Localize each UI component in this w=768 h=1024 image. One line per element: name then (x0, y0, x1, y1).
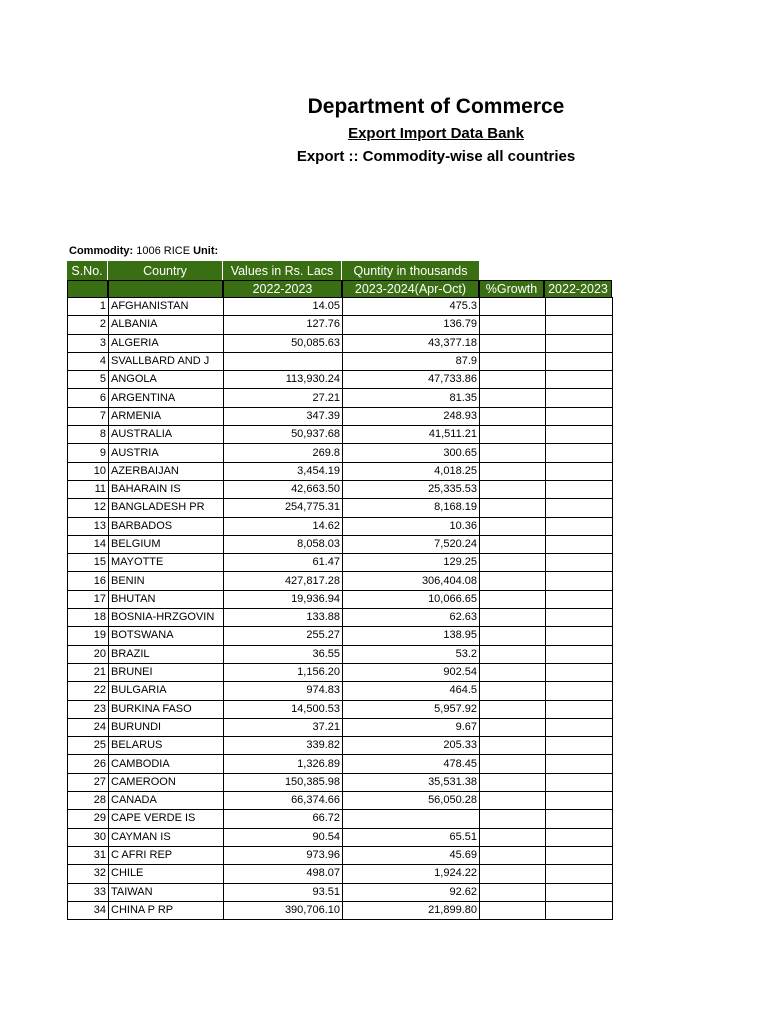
row-sno: 22 (68, 682, 109, 700)
row-quantity: 300.65 (343, 444, 480, 462)
table-row (68, 609, 613, 627)
row-year3 (546, 371, 613, 389)
row-sno: 17 (68, 590, 109, 608)
row-country: BRAZIL (109, 645, 224, 663)
row-quantity: 1,924.22 (343, 865, 480, 883)
row-year3 (546, 755, 613, 773)
row-sno: 29 (68, 810, 109, 828)
row-sno: 31 (68, 846, 109, 864)
header-quantity: Quntity in thousands (342, 261, 479, 280)
row-value-rs-lacs: 8,058.03 (224, 535, 343, 553)
row-quantity: 306,404.08 (343, 572, 480, 590)
row-sno: 19 (68, 627, 109, 645)
row-year3 (546, 316, 613, 334)
row-growth (480, 352, 546, 370)
row-value-rs-lacs: 42,663.50 (224, 480, 343, 498)
row-value-rs-lacs: 14.62 (224, 517, 343, 535)
table-row (68, 572, 613, 590)
header-blank-sno (67, 280, 108, 298)
table-row (68, 334, 613, 352)
row-value-rs-lacs: 14,500.53 (224, 700, 343, 718)
row-quantity: 21,899.80 (343, 901, 480, 919)
row-year3 (546, 901, 613, 919)
row-quantity: 35,531.38 (343, 773, 480, 791)
row-sno: 30 (68, 828, 109, 846)
commodity-label: Commodity: (69, 245, 134, 257)
table-row (68, 718, 613, 736)
row-sno: 11 (68, 480, 109, 498)
row-sno: 2 (68, 316, 109, 334)
row-value-rs-lacs: 390,706.10 (224, 901, 343, 919)
row-growth (480, 389, 546, 407)
row-quantity: 902.54 (343, 663, 480, 681)
row-growth (480, 480, 546, 498)
row-country: CAPE VERDE IS (109, 810, 224, 828)
row-quantity: 87.9 (343, 352, 480, 370)
row-growth (480, 755, 546, 773)
row-sno: 27 (68, 773, 109, 791)
page-subtitle: Export Import Data Bank (348, 125, 524, 142)
row-value-rs-lacs: 127.76 (224, 316, 343, 334)
row-country: AZERBAIJAN (109, 462, 224, 480)
row-country: ANGOLA (109, 371, 224, 389)
header-year2: 2023-2024(Apr-Oct) (342, 280, 479, 298)
table-row (68, 389, 613, 407)
row-value-rs-lacs: 50,937.68 (224, 426, 343, 444)
row-sno: 16 (68, 572, 109, 590)
row-country: CAYMAN IS (109, 828, 224, 846)
row-country: BENIN (109, 572, 224, 590)
row-value-rs-lacs: 339.82 (224, 737, 343, 755)
row-growth (480, 645, 546, 663)
row-country: BURUNDI (109, 718, 224, 736)
row-sno: 7 (68, 407, 109, 425)
row-country: BURKINA FASO (109, 700, 224, 718)
row-growth (480, 517, 546, 535)
table-row (68, 352, 613, 370)
row-quantity: 25,335.53 (343, 480, 480, 498)
row-sno: 15 (68, 554, 109, 572)
row-value-rs-lacs: 254,775.31 (224, 499, 343, 517)
row-quantity: 205.33 (343, 737, 480, 755)
header-blank-country (108, 280, 223, 298)
row-year3 (546, 700, 613, 718)
row-sno: 24 (68, 718, 109, 736)
table-row (68, 700, 613, 718)
row-value-rs-lacs: 50,085.63 (224, 334, 343, 352)
row-sno: 18 (68, 609, 109, 627)
table-row (68, 316, 613, 334)
row-country: ALGERIA (109, 334, 224, 352)
row-quantity: 43,377.18 (343, 334, 480, 352)
row-country: ALBANIA (109, 316, 224, 334)
row-year3 (546, 810, 613, 828)
row-growth (480, 865, 546, 883)
row-value-rs-lacs: 1,326.89 (224, 755, 343, 773)
table-row (68, 590, 613, 608)
row-growth (480, 426, 546, 444)
unit-label: Unit: (193, 245, 219, 257)
row-value-rs-lacs: 66.72 (224, 810, 343, 828)
row-sno: 26 (68, 755, 109, 773)
row-growth (480, 627, 546, 645)
row-country: C AFRI REP (109, 846, 224, 864)
row-growth (480, 682, 546, 700)
row-quantity: 248.93 (343, 407, 480, 425)
table-row (68, 426, 613, 444)
table-row (68, 462, 613, 480)
row-year3 (546, 663, 613, 681)
row-quantity: 9.67 (343, 718, 480, 736)
row-growth (480, 407, 546, 425)
row-sno: 3 (68, 334, 109, 352)
table-row (68, 883, 613, 901)
row-quantity: 47,733.86 (343, 371, 480, 389)
row-growth (480, 554, 546, 572)
row-quantity: 129.25 (343, 554, 480, 572)
row-country: BARBADOS (109, 517, 224, 535)
row-sno: 33 (68, 883, 109, 901)
row-value-rs-lacs: 973.96 (224, 846, 343, 864)
row-quantity: 8,168.19 (343, 499, 480, 517)
row-growth (480, 444, 546, 462)
row-country: BHUTAN (109, 590, 224, 608)
row-value-rs-lacs: 3,454.19 (224, 462, 343, 480)
row-growth (480, 700, 546, 718)
row-quantity: 4,018.25 (343, 462, 480, 480)
row-year3 (546, 499, 613, 517)
page-description: Export :: Commodity-wise all countries (296, 148, 576, 165)
row-value-rs-lacs: 93.51 (224, 883, 343, 901)
row-country: AFGHANISTAN (109, 298, 224, 316)
row-year3 (546, 298, 613, 316)
row-year3 (546, 426, 613, 444)
row-value-rs-lacs: 113,930.24 (224, 371, 343, 389)
table-row (68, 407, 613, 425)
row-sno: 14 (68, 535, 109, 553)
row-year3 (546, 792, 613, 810)
row-country: BANGLADESH PR (109, 499, 224, 517)
table-row (68, 517, 613, 535)
row-quantity: 478.45 (343, 755, 480, 773)
row-growth (480, 737, 546, 755)
row-year3 (546, 572, 613, 590)
row-sno: 20 (68, 645, 109, 663)
row-sno: 28 (68, 792, 109, 810)
row-value-rs-lacs (224, 352, 343, 370)
header-country: Country (108, 261, 223, 280)
row-year3 (546, 517, 613, 535)
row-value-rs-lacs: 37.21 (224, 718, 343, 736)
row-sno: 1 (68, 298, 109, 316)
row-year3 (546, 737, 613, 755)
table-row (68, 663, 613, 681)
row-country: BRUNEI (109, 663, 224, 681)
row-quantity: 138.95 (343, 627, 480, 645)
row-sno: 21 (68, 663, 109, 681)
row-quantity: 7,520.24 (343, 535, 480, 553)
row-quantity: 92.62 (343, 883, 480, 901)
row-value-rs-lacs: 14.05 (224, 298, 343, 316)
row-quantity: 10,066.65 (343, 590, 480, 608)
row-value-rs-lacs: 66,374.66 (224, 792, 343, 810)
table-row (68, 865, 613, 883)
row-country: BELGIUM (109, 535, 224, 553)
row-year3 (546, 554, 613, 572)
row-growth (480, 572, 546, 590)
row-sno: 23 (68, 700, 109, 718)
row-growth (480, 316, 546, 334)
row-country: BOTSWANA (109, 627, 224, 645)
row-value-rs-lacs: 498.07 (224, 865, 343, 883)
row-quantity: 62.63 (343, 609, 480, 627)
row-value-rs-lacs: 36.55 (224, 645, 343, 663)
row-growth (480, 718, 546, 736)
row-value-rs-lacs: 19,936.94 (224, 590, 343, 608)
row-year3 (546, 682, 613, 700)
table-row (68, 773, 613, 791)
header-values: Values in Rs. Lacs (223, 261, 342, 280)
row-value-rs-lacs: 347.39 (224, 407, 343, 425)
row-sno: 25 (68, 737, 109, 755)
row-country: CHILE (109, 865, 224, 883)
row-quantity: 41,511.21 (343, 426, 480, 444)
row-year3 (546, 480, 613, 498)
row-country: CHINA P RP (109, 901, 224, 919)
row-value-rs-lacs: 269.8 (224, 444, 343, 462)
row-value-rs-lacs: 61.47 (224, 554, 343, 572)
row-year3 (546, 352, 613, 370)
row-sno: 5 (68, 371, 109, 389)
table-row (68, 846, 613, 864)
row-growth (480, 590, 546, 608)
row-growth (480, 773, 546, 791)
row-growth (480, 883, 546, 901)
row-sno: 32 (68, 865, 109, 883)
row-country: TAIWAN (109, 883, 224, 901)
row-growth (480, 846, 546, 864)
export-data-table (67, 297, 613, 920)
commodity-line (69, 245, 218, 257)
row-sno: 13 (68, 517, 109, 535)
header-year3: 2022-2023 (544, 280, 612, 298)
table-row (68, 371, 613, 389)
row-quantity: 65.51 (343, 828, 480, 846)
row-year3 (546, 462, 613, 480)
row-country: ARMENIA (109, 407, 224, 425)
row-country: AUSTRALIA (109, 426, 224, 444)
row-year3 (546, 773, 613, 791)
row-year3 (546, 590, 613, 608)
row-quantity: 475.3 (343, 298, 480, 316)
row-growth (480, 535, 546, 553)
row-country: ARGENTINA (109, 389, 224, 407)
table-row (68, 901, 613, 919)
row-growth (480, 298, 546, 316)
row-value-rs-lacs: 1,156.20 (224, 663, 343, 681)
table-row (68, 810, 613, 828)
row-country: BELARUS (109, 737, 224, 755)
row-year3 (546, 535, 613, 553)
row-value-rs-lacs: 255.27 (224, 627, 343, 645)
table-row (68, 828, 613, 846)
table-row (68, 645, 613, 663)
row-growth (480, 499, 546, 517)
header-growth: %Growth (479, 280, 544, 298)
row-country: SVALLBARD AND J (109, 352, 224, 370)
table-row (68, 737, 613, 755)
row-sno: 4 (68, 352, 109, 370)
row-year3 (546, 718, 613, 736)
header-sno: S.No. (67, 261, 108, 280)
row-growth (480, 609, 546, 627)
row-growth (480, 828, 546, 846)
table-row (68, 755, 613, 773)
table-row (68, 298, 613, 316)
table-row (68, 792, 613, 810)
row-country: CAMEROON (109, 773, 224, 791)
row-growth (480, 371, 546, 389)
page-title: Department of Commerce (307, 95, 565, 118)
table-row (68, 627, 613, 645)
table-row (68, 682, 613, 700)
row-value-rs-lacs: 974.83 (224, 682, 343, 700)
row-year3 (546, 846, 613, 864)
table-row (68, 554, 613, 572)
row-sno: 6 (68, 389, 109, 407)
row-growth (480, 663, 546, 681)
row-quantity: 136.79 (343, 316, 480, 334)
row-year3 (546, 444, 613, 462)
row-country: MAYOTTE (109, 554, 224, 572)
table-row (68, 499, 613, 517)
row-quantity: 464.5 (343, 682, 480, 700)
row-year3 (546, 865, 613, 883)
row-year3 (546, 627, 613, 645)
row-growth (480, 462, 546, 480)
row-year3 (546, 334, 613, 352)
row-quantity: 53.2 (343, 645, 480, 663)
row-growth (480, 901, 546, 919)
row-value-rs-lacs: 427,817.28 (224, 572, 343, 590)
row-growth (480, 334, 546, 352)
row-quantity: 5,957.92 (343, 700, 480, 718)
row-quantity (343, 810, 480, 828)
row-sno: 8 (68, 426, 109, 444)
row-country: BOSNIA-HRZGOVIN (109, 609, 224, 627)
row-value-rs-lacs: 27.21 (224, 389, 343, 407)
row-sno: 9 (68, 444, 109, 462)
row-growth (480, 810, 546, 828)
commodity-value: 1006 RICE (136, 245, 191, 257)
row-country: CANADA (109, 792, 224, 810)
row-growth (480, 792, 546, 810)
row-year3 (546, 645, 613, 663)
table-row (68, 444, 613, 462)
row-year3 (546, 389, 613, 407)
row-country: AUSTRIA (109, 444, 224, 462)
header-year1: 2022-2023 (223, 280, 342, 298)
row-year3 (546, 407, 613, 425)
table-row (68, 480, 613, 498)
row-country: CAMBODIA (109, 755, 224, 773)
row-sno: 34 (68, 901, 109, 919)
row-country: BAHARAIN IS (109, 480, 224, 498)
row-country: BULGARIA (109, 682, 224, 700)
row-year3 (546, 609, 613, 627)
row-year3 (546, 883, 613, 901)
row-value-rs-lacs: 150,385.98 (224, 773, 343, 791)
row-value-rs-lacs: 90.54 (224, 828, 343, 846)
row-value-rs-lacs: 133.88 (224, 609, 343, 627)
row-year3 (546, 828, 613, 846)
row-quantity: 81.35 (343, 389, 480, 407)
table-row (68, 535, 613, 553)
row-sno: 12 (68, 499, 109, 517)
row-quantity: 56,050.28 (343, 792, 480, 810)
row-quantity: 10.36 (343, 517, 480, 535)
row-sno: 10 (68, 462, 109, 480)
row-quantity: 45.69 (343, 846, 480, 864)
